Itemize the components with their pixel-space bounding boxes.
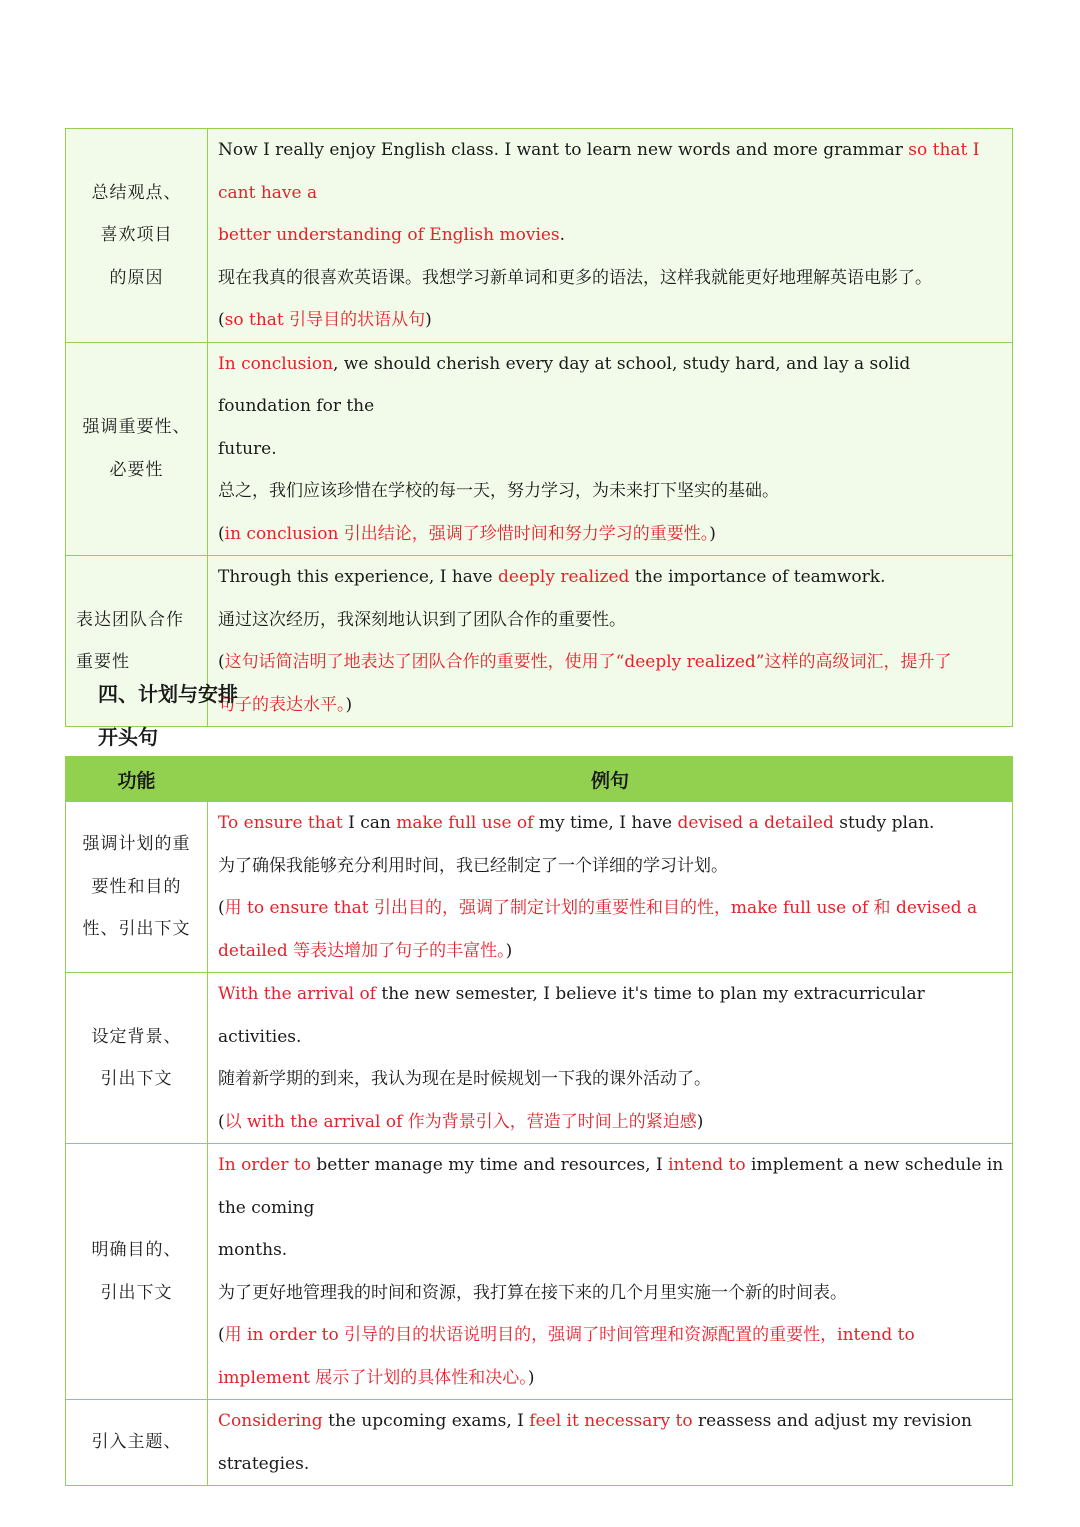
section-heading: 四、计划与安排 <box>98 682 238 706</box>
grammar-note: (so that 引导目的状语从句) <box>218 310 432 330</box>
example-cell: Through this experience, I have deeply realized the importance of teamwork. 通过这次经历，我深刻地认识到了团队合作的重要性。 (这句话简洁明了地表达了团队合作的重要性，使用了“deeply realized”这样的高级词汇，提升了 句子的表达水平。) <box>208 556 1013 727</box>
english-sentence: In conclusion, we should cherish every day at school, study hard, and lay a solid foundation for the <box>218 353 911 416</box>
function-cell: 明确目的、 引出下文 <box>66 1144 208 1400</box>
table-row <box>66 973 1013 1144</box>
chinese-translation: 为了确保我能够充分利用时间，我已经制定了一个详细的学习计划。 <box>218 855 728 876</box>
example-cell: Now I really enjoy English class. I want to learn new words and more grammar so that I cant have a better understanding of English movies. 现在我真的很喜欢英语课。我想学习新单词和更多的语法，这样我就能更好地理解英语电影了。 (so that 引导目的状语从句) <box>208 129 1013 343</box>
table-row <box>66 1400 1013 1486</box>
function-cell: 表达团队合作 重要性 <box>66 556 208 727</box>
grammar-note: (这句话简洁明了地表达了团队合作的重要性，使用了“deeply realized”这样的高级词汇，提升了 <box>218 652 952 672</box>
header-function: 功能 <box>66 757 208 802</box>
example-cell <box>208 973 1013 1144</box>
table-row <box>66 342 1013 556</box>
example-cell: In order to better manage my time and resources, I intend to implement a new schedule in the coming months. 为了更好地管理我的时间和资源，我打算在接下来的几个月里实施一个新的时间表。 (用 in order to 引导的目的状语说明目的，强调了时间管理和资源配置的重要性，intend to implement 展示了计划的具体性和决心。) <box>208 1144 1013 1400</box>
function-cell: 强调重要性、 必要性 <box>66 342 208 556</box>
table-header-row <box>66 757 1013 802</box>
chinese-translation: 随着新学期的到来，我认为现在是时候规划一下我的课外活动了。 <box>218 1069 711 1089</box>
table-row <box>66 129 1013 343</box>
expression-table-opening <box>65 756 1013 1486</box>
function-cell: 设定背景、 引出下文 <box>66 973 208 1144</box>
header-example: 例句 <box>208 757 1013 802</box>
section-subheading: 开头句 <box>98 725 158 749</box>
example-cell <box>208 1400 1013 1486</box>
grammar-note: (用 in order to 引导的目的状语说明目的，强调了时间管理和资源配置的重要性，intend to <box>218 1325 915 1345</box>
function-cell: 强调计划的重 要性和目的 性、引出下文 <box>66 802 208 973</box>
grammar-note: (in conclusion 引出结论，强调了珍惜时间和努力学习的重要性。) <box>218 523 716 544</box>
grammar-note: (用 to ensure that 引出目的，强调了制定计划的重要性和目的性，make full use of 和 devised a <box>218 898 978 918</box>
english-sentence: Through this experience, I have deeply realized the importance of teamwork. <box>218 567 886 587</box>
example-cell: To ensure that I can make full use of my time, I have devised a detailed study plan. 为了确保我能够充分利用时间，我已经制定了一个详细的学习计划。 (用 to ensure that 引出目的，强调了制定计划的重要性和目的性，make full use of 和 devised a detailed 等表达增加了句子的丰富性。) <box>208 802 1013 973</box>
chinese-translation: 为了更好地管理我的时间和资源，我打算在接下来的几个月里实施一个新的时间表。 <box>218 1282 847 1303</box>
example-cell: In conclusion, we should cherish every day at school, study hard, and lay a solid foundation for the future. 总之，我们应该珍惜在学校的每一天，努力学习，为未来打下坚实的基础。 (in conclusion 引出结论，强调了珍惜时间和努力学习的重要性。) <box>208 342 1013 556</box>
english-sentence: To ensure that I can make full use of my time, I have devised a detailed study plan. <box>218 813 935 833</box>
table-row <box>66 1144 1013 1400</box>
table-row <box>66 802 1013 973</box>
english-sentence: With the arrival of the new semester, I believe it's time to plan my extracurricular activities. <box>218 984 925 1047</box>
chinese-translation: 通过这次经历，我深刻地认识到了团队合作的重要性。 <box>218 609 626 630</box>
function-cell: 总结观点、 喜欢项目 的原因 <box>66 129 208 343</box>
english-sentence: In order to better manage my time and resources, I intend to implement a new schedule in the coming <box>218 1155 1004 1218</box>
english-sentence: Considering the upcoming exams, I feel it necessary to reassess and adjust my revision strategies. <box>218 1411 972 1474</box>
expression-table-summary <box>65 128 1013 727</box>
grammar-note: (以 with the arrival of 作为背景引入，营造了时间上的紧迫感) <box>218 1111 704 1132</box>
chinese-translation: 现在我真的很喜欢英语课。我想学习新单词和更多的语法，这样我就能更好地理解英语电影了。 <box>218 267 932 288</box>
function-cell: 引入主题、 <box>66 1400 208 1486</box>
english-sentence: Now I really enjoy English class. I want to learn new words and more grammar so that I cant have a <box>218 140 980 203</box>
chinese-translation: 总之，我们应该珍惜在学校的每一天，努力学习，为未来打下坚实的基础。 <box>218 481 779 501</box>
